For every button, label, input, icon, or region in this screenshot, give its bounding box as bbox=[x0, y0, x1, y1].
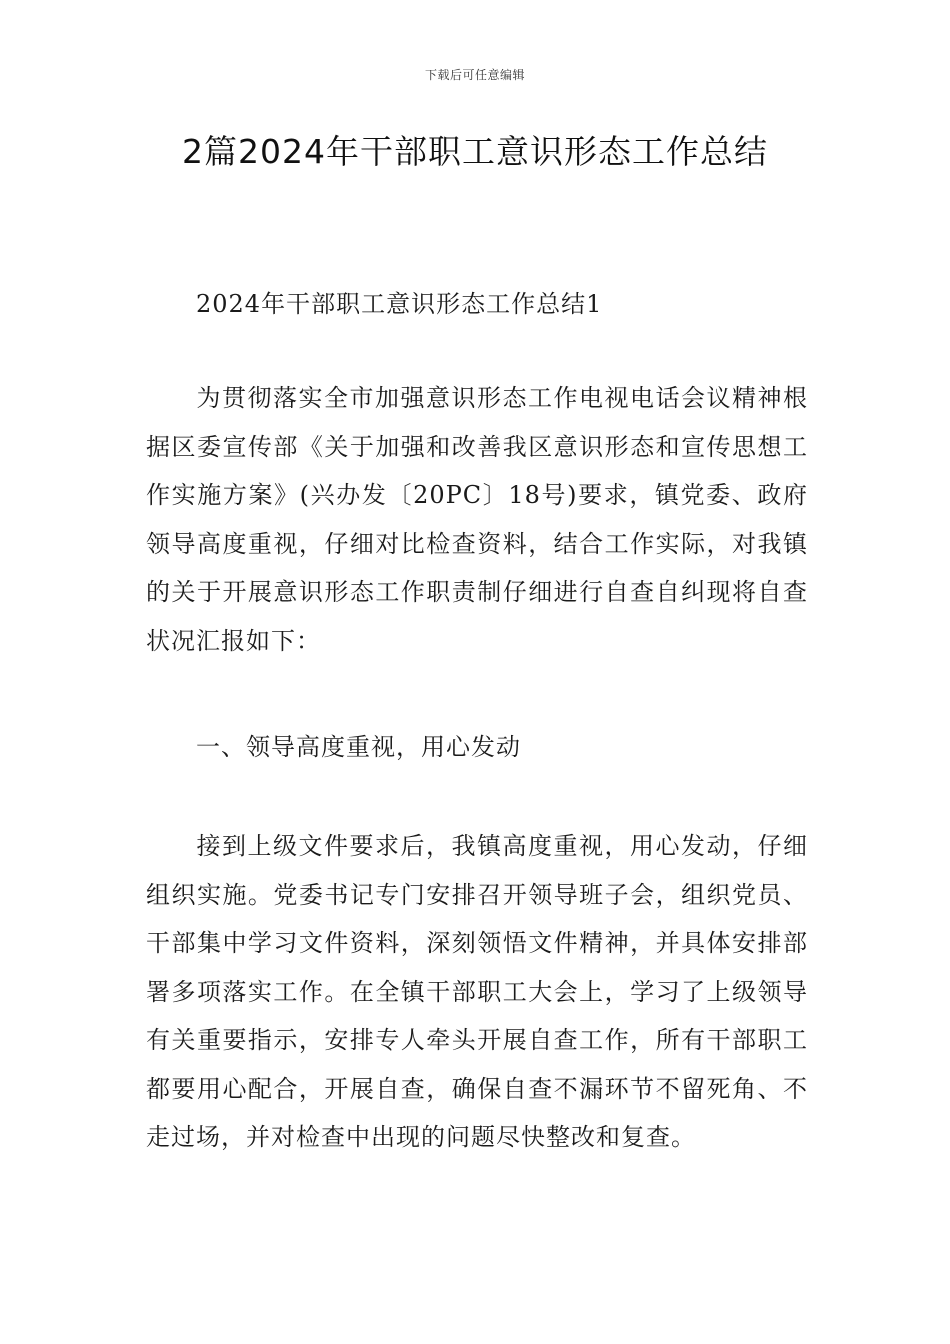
paragraph-section-one-text: 接到上级文件要求后，我镇高度重视，用心发动，仔细组织实施。党委书记专门安排召开领导班子会，组织党员、干部集中学习文件资料，深刻领悟文件精神，并具体安排部署多项落实工作。在全镇干部职工大会上，学习了上级领导有关重要指示，安排专人牵头开展自查工作，所有干部职工都要用心配合，开展自查，确保自查不漏环节不留死角、不走过场，并对检查中出现的问题尽快整改和复查。 bbox=[146, 832, 808, 1151]
paragraph-section-one bbox=[146, 822, 808, 1162]
header-note: 下载后可任意编辑 bbox=[424, 68, 525, 82]
document-title: 2篇2024年干部职工意识形态工作总结 bbox=[182, 132, 768, 171]
section-heading: 一、领导高度重视，用心发动 bbox=[196, 733, 521, 761]
paragraph-intro bbox=[146, 374, 808, 665]
document-subtitle: 2024年干部职工意识形态工作总结1 bbox=[196, 290, 603, 318]
paragraph-intro-text: 为贯彻落实全市加强意识形态工作电视电话会议精神根据区委宣传部《关于加强和改善我区意识形态和宣传思想工作实施方案》(兴办发〔20PC〕18号)要求，镇党委、政府领导高度重视，仔细对比检查资料，结合工作实际，对我镇的关于开展意识形态工作职责制仔细进行自查自纠现将自查状况汇报如下： bbox=[146, 384, 808, 655]
